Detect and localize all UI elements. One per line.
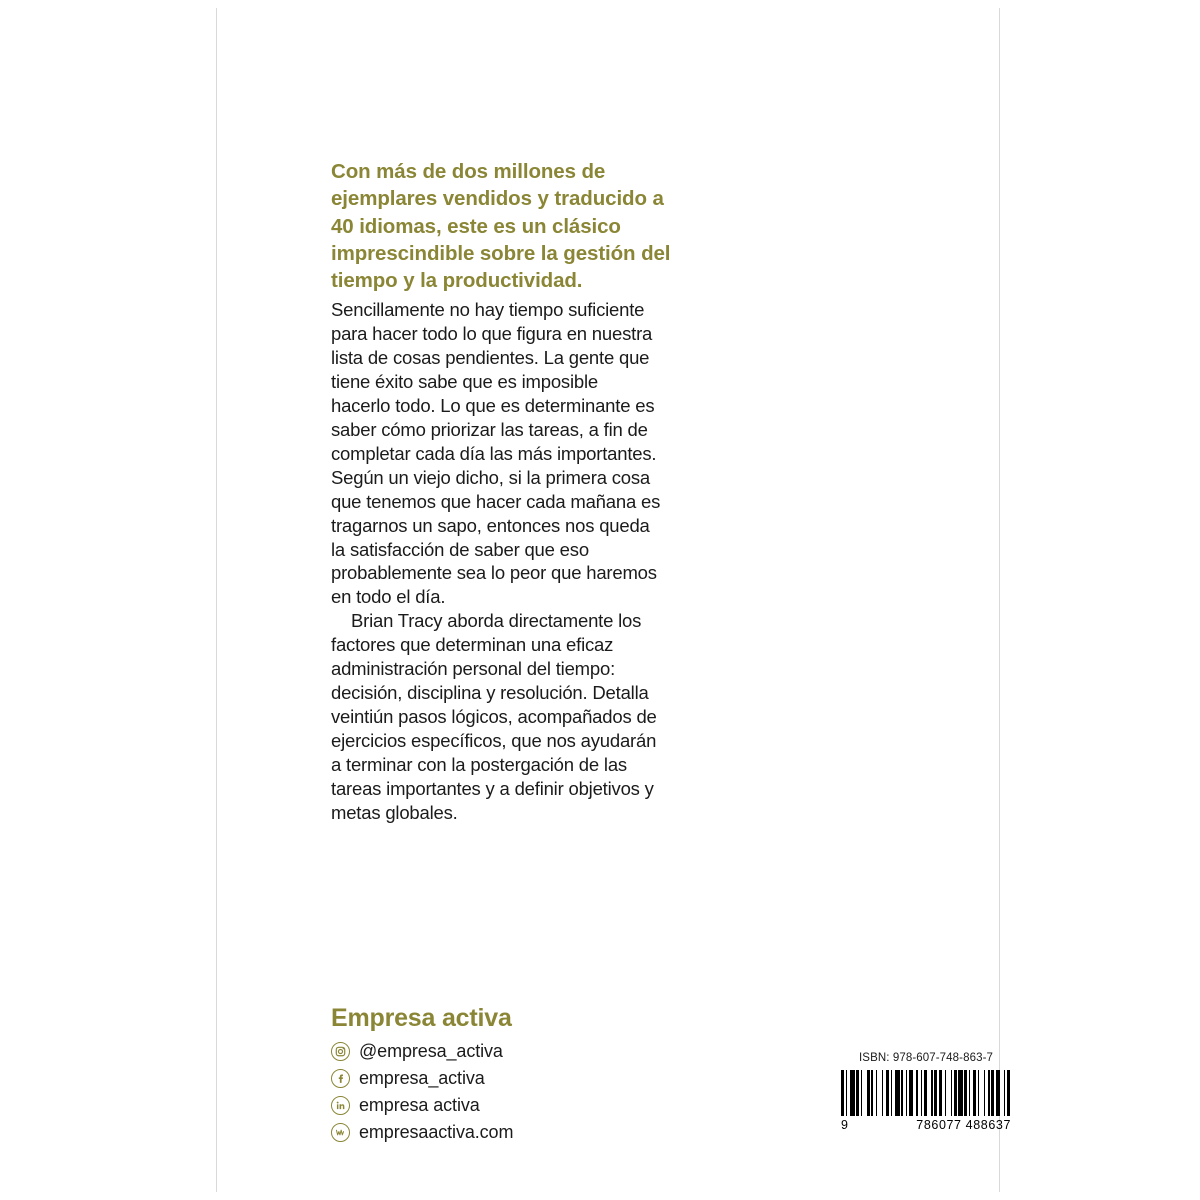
- description-text: [331, 298, 661, 825]
- instagram-icon: [331, 1042, 350, 1061]
- social-row-instagram[interactable]: [331, 1038, 651, 1065]
- headline: Con más de dos millones de ejemplares vendidos y traducido a 40 idiomas, este es un clásico imprescindible sobre la gestión del tiempo y la productividad.: [331, 160, 671, 292]
- social-label-instagram: @empresa_activa: [359, 1041, 503, 1061]
- paragraph-1: Sencillamente no hay tiempo suficiente para hacer todo lo que figura en nuestra lista de cosas pendientes. La gente que tiene éxito sabe que es imposible hacerlo todo. Lo que es determinante es saber cómo priorizar las tareas, a fin de completar cada día las más importantes. Según un viejo dicho, si la primera cosa que tenemos que hacer cada mañana es tragarnos un sapo, entonces nos queda la satisfacción de saber que eso probablemente sea lo peor que haremos en todo el día.: [331, 299, 661, 608]
- barcode-digit-left: 9: [841, 1118, 849, 1132]
- barcode-digit-main: 786077 488637: [916, 1118, 1011, 1132]
- cover-content: [331, 8, 1011, 1192]
- social-row-facebook[interactable]: [331, 1065, 651, 1092]
- publisher-name: Empresa activa: [331, 1004, 512, 1032]
- cover-panel: [216, 8, 1011, 1192]
- social-label-facebook: empresa_activa: [359, 1068, 485, 1088]
- social-label-website: empresaactiva.com: [359, 1122, 514, 1142]
- social-row-website[interactable]: [331, 1119, 651, 1146]
- barcode-image: [841, 1070, 1011, 1116]
- linkedin-icon: [331, 1096, 350, 1115]
- social-label-linkedin: empresa activa: [359, 1095, 480, 1115]
- barcode-digits: [841, 1118, 1011, 1132]
- facebook-icon: [331, 1069, 350, 1088]
- barcode-block: [841, 1052, 1011, 1132]
- isbn-text: ISBN: 978-607-748-863-7: [859, 1052, 993, 1064]
- social-links: [331, 1038, 651, 1146]
- social-row-linkedin[interactable]: [331, 1092, 651, 1119]
- paragraph-2: Brian Tracy aborda directamente los factores que determinan una eficaz administración personal del tiempo: decisión, disciplina y resolución. Detalla veintiún pasos lógicos, acompañados de ejercicios específicos, que nos ayudarán a terminar con la postergación de las tareas importantes y a definir objetivos y metas globales.: [331, 610, 657, 824]
- website-icon: [331, 1123, 350, 1142]
